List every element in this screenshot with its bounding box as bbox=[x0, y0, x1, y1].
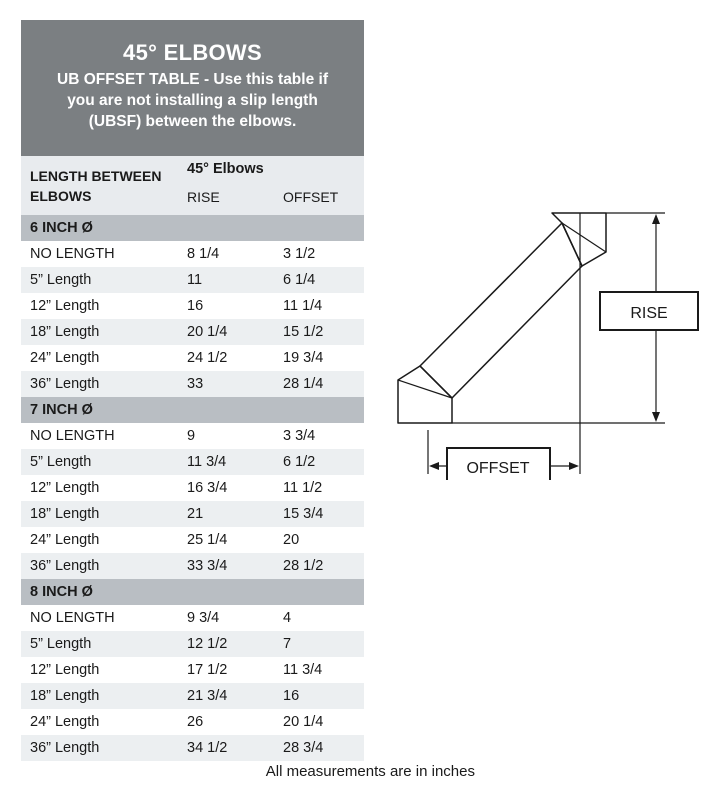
length-cell: 36” Length bbox=[30, 558, 100, 574]
offset-cell: 20 bbox=[283, 532, 300, 548]
offset-cell: 6 1/4 bbox=[283, 272, 316, 288]
rise-cell: 33 bbox=[187, 376, 204, 392]
rise-cell: 24 1/2 bbox=[187, 350, 228, 366]
offset-cell: 4 bbox=[283, 610, 292, 626]
section-header: 7 INCH Ø bbox=[21, 397, 364, 423]
rise-cell: 21 3/4 bbox=[187, 688, 228, 704]
table-subtitle bbox=[21, 69, 364, 132]
table-row bbox=[21, 735, 364, 761]
offset-cell: 15 1/2 bbox=[283, 324, 324, 340]
table-row bbox=[21, 527, 364, 553]
rise-cell: 8 1/4 bbox=[187, 246, 220, 262]
table-row bbox=[21, 423, 364, 449]
offset-cell: 6 1/2 bbox=[283, 454, 316, 470]
offset-cell: 28 3/4 bbox=[283, 740, 324, 756]
table-row bbox=[21, 631, 364, 657]
table-row bbox=[21, 319, 364, 345]
rise-arrow-up-icon bbox=[652, 214, 660, 224]
length-cell: 12” Length bbox=[30, 662, 100, 678]
offset-column-header: OFFSET bbox=[283, 189, 339, 205]
table-row bbox=[21, 371, 364, 397]
length-cell: NO LENGTH bbox=[30, 428, 115, 444]
length-cell: 18” Length bbox=[30, 506, 100, 522]
rise-cell: 12 1/2 bbox=[187, 636, 228, 652]
table-row bbox=[21, 267, 364, 293]
rise-cell: 11 3/4 bbox=[187, 454, 227, 470]
rise-arrow-down-icon bbox=[652, 412, 660, 422]
rise-cell: 34 1/2 bbox=[187, 740, 228, 756]
length-cell: 18” Length bbox=[30, 324, 100, 340]
subtitle-line-1: UB OFFSET TABLE - Use this table if bbox=[57, 71, 328, 88]
offset-cell: 19 3/4 bbox=[283, 350, 324, 366]
offset-cell: 20 1/4 bbox=[283, 714, 324, 730]
offset-cell: 28 1/2 bbox=[283, 558, 324, 574]
rise-cell: 21 bbox=[187, 506, 204, 522]
rise-cell: 25 1/4 bbox=[187, 532, 228, 548]
length-cell: NO LENGTH bbox=[30, 610, 115, 626]
length-cell: 5” Length bbox=[30, 636, 92, 652]
length-cell: 36” Length bbox=[30, 376, 100, 392]
offset-cell: 3 1/2 bbox=[283, 246, 316, 262]
table-row bbox=[21, 475, 364, 501]
table-header bbox=[21, 20, 364, 156]
section-header: 8 INCH Ø bbox=[21, 579, 364, 605]
rise-cell: 26 bbox=[187, 714, 204, 730]
table-row bbox=[21, 449, 364, 475]
length-cell: 24” Length bbox=[30, 714, 100, 730]
pipe-section bbox=[420, 223, 582, 398]
length-cell: NO LENGTH bbox=[30, 246, 115, 262]
table-row bbox=[21, 657, 364, 683]
offset-cell: 7 bbox=[283, 636, 292, 652]
length-cell: 5” Length bbox=[30, 272, 92, 288]
rise-cell: 11 bbox=[187, 272, 203, 288]
rise-cell: 9 3/4 bbox=[187, 610, 220, 626]
table-body bbox=[21, 215, 364, 761]
rise-cell: 9 bbox=[187, 428, 196, 444]
offset-table bbox=[21, 20, 364, 761]
length-cell: 24” Length bbox=[30, 350, 100, 366]
elbow-offset-diagram bbox=[390, 200, 710, 480]
length-cell: 24” Length bbox=[30, 532, 100, 548]
subtitle-line-2: you are not installing a slip length bbox=[67, 92, 318, 109]
table-row bbox=[21, 293, 364, 319]
offset-cell: 3 3/4 bbox=[283, 428, 316, 444]
offset-arrow-left-icon bbox=[429, 462, 439, 470]
table-row bbox=[21, 241, 364, 267]
footnote: All measurements are in inches bbox=[265, 763, 475, 780]
elbows-group-header: 45° Elbows bbox=[187, 161, 264, 177]
rise-label: RISE bbox=[630, 305, 668, 322]
offset-label: OFFSET bbox=[466, 460, 530, 477]
offset-cell: 11 3/4 bbox=[283, 662, 323, 678]
bottom-elbow bbox=[398, 366, 452, 423]
section-header: 6 INCH Ø bbox=[21, 215, 364, 241]
subtitle-line-3: (UBSF) between the elbows. bbox=[88, 113, 297, 130]
rise-cell: 20 1/4 bbox=[187, 324, 228, 340]
offset-arrow-right-icon bbox=[569, 462, 579, 470]
table-title: 45° ELBOWS bbox=[123, 40, 262, 65]
table-row bbox=[21, 683, 364, 709]
length-cell: 36” Length bbox=[30, 740, 100, 756]
rise-cell: 33 3/4 bbox=[187, 558, 228, 574]
offset-cell: 16 bbox=[283, 688, 300, 704]
table-row bbox=[21, 709, 364, 735]
table-row bbox=[21, 553, 364, 579]
offset-cell: 11 1/2 bbox=[283, 480, 323, 496]
length-column-header bbox=[30, 166, 190, 206]
length-cell: 18” Length bbox=[30, 688, 100, 704]
table-row bbox=[21, 605, 364, 631]
rise-cell: 16 3/4 bbox=[187, 480, 228, 496]
length-cell: 5” Length bbox=[30, 454, 92, 470]
rise-column-header: RISE bbox=[187, 189, 220, 205]
length-cell: 12” Length bbox=[30, 480, 100, 496]
length-header-line-2: ELBOWS bbox=[30, 188, 92, 204]
rise-cell: 16 bbox=[187, 298, 204, 314]
length-cell: 12” Length bbox=[30, 298, 100, 314]
column-headers bbox=[21, 156, 364, 215]
table-row bbox=[21, 501, 364, 527]
length-header-line-1: LENGTH BETWEEN bbox=[30, 168, 162, 184]
offset-cell: 15 3/4 bbox=[283, 506, 324, 522]
rise-cell: 17 1/2 bbox=[187, 662, 228, 678]
table-row bbox=[21, 345, 364, 371]
offset-cell: 11 1/4 bbox=[283, 298, 323, 314]
offset-cell: 28 1/4 bbox=[283, 376, 324, 392]
